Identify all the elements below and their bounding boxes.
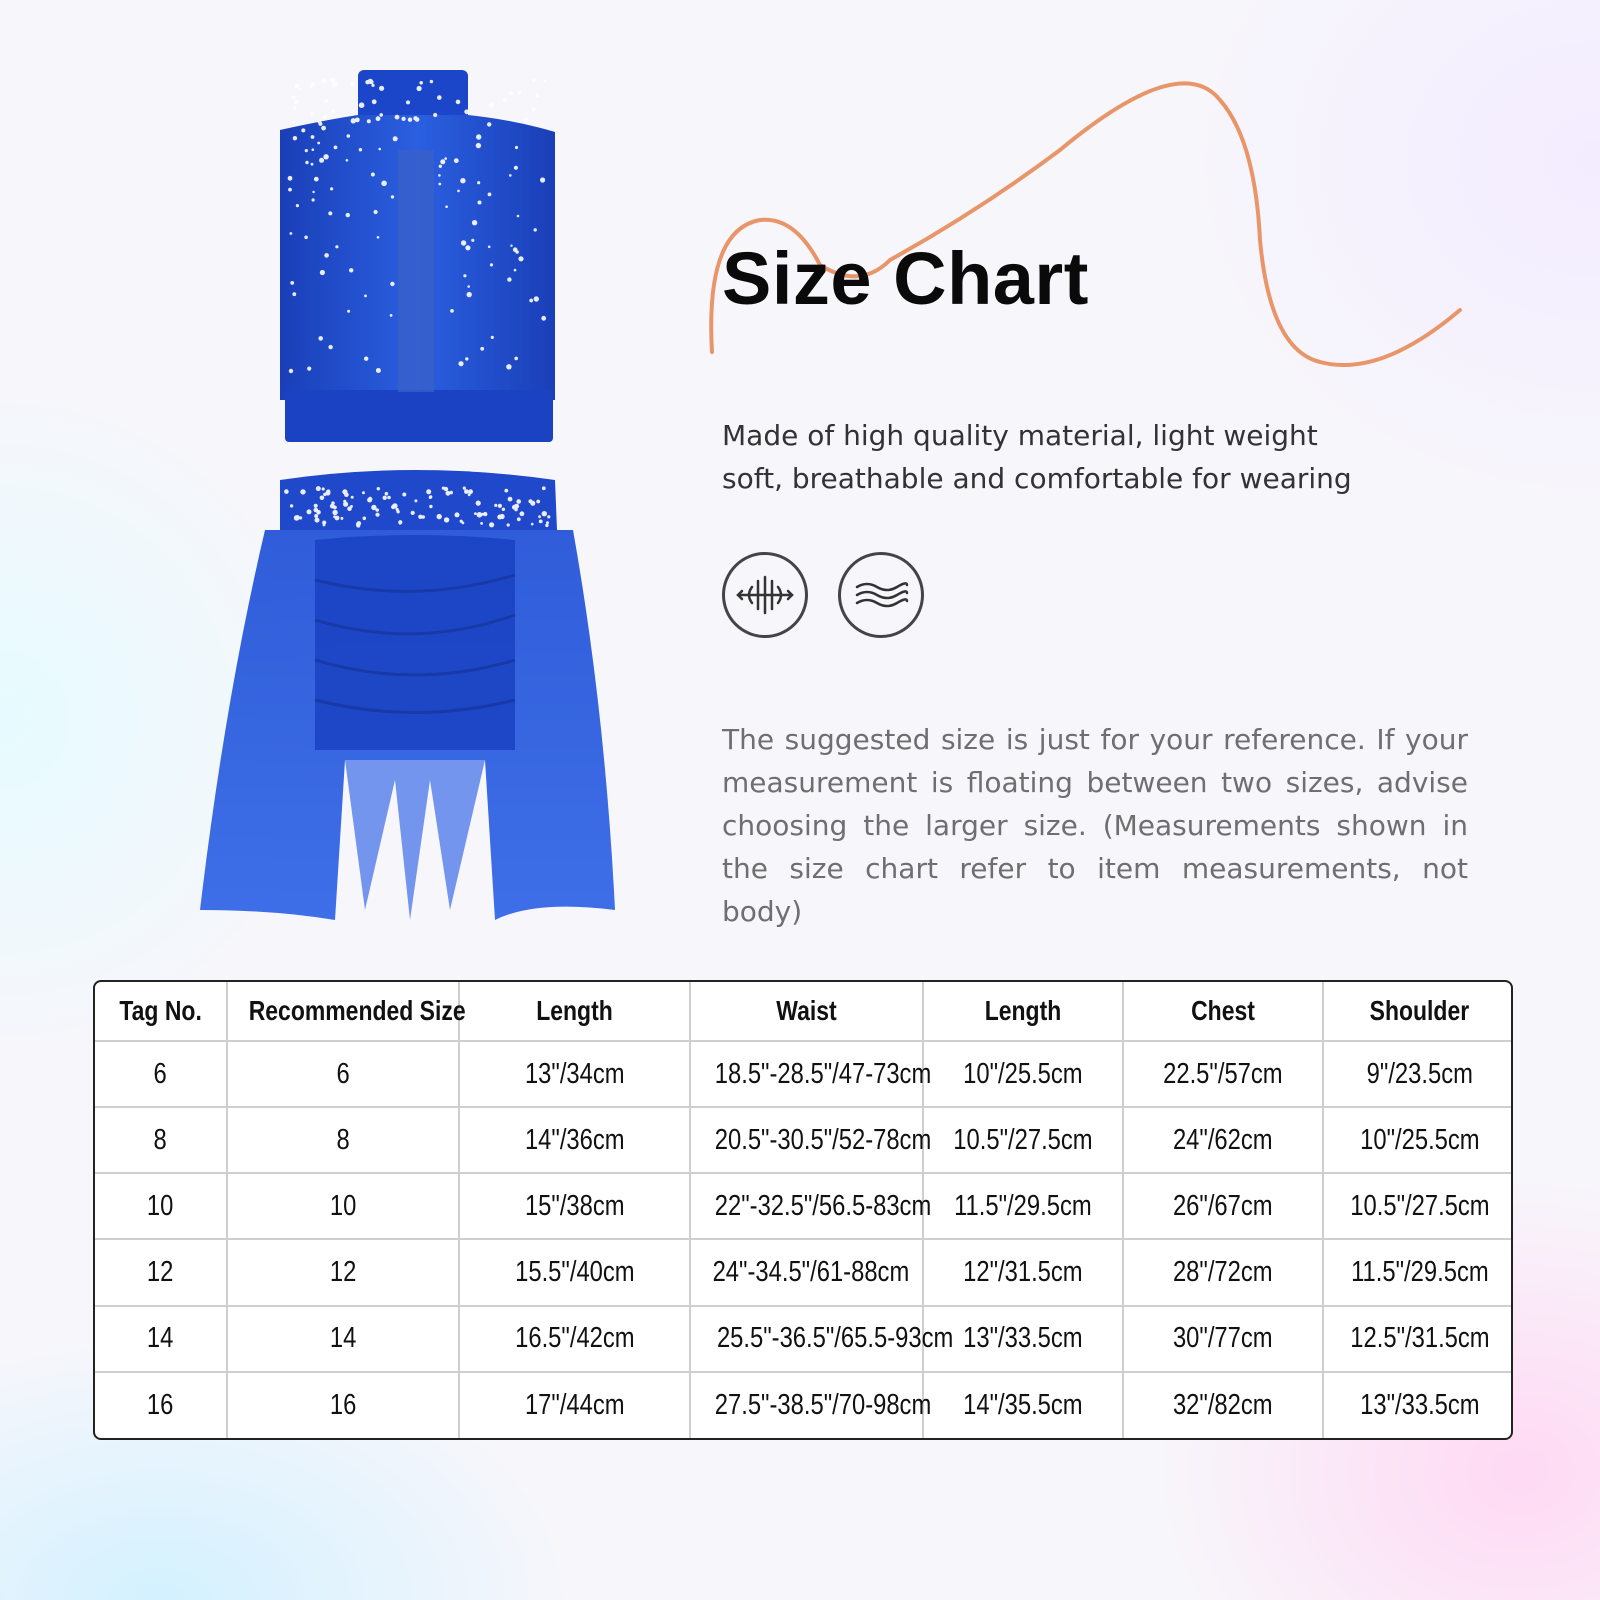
material-description: [722, 414, 1422, 500]
cell-size: 8: [336, 1123, 350, 1156]
cell-size: 10: [329, 1189, 357, 1222]
cell-chest: 30"/77cm: [1173, 1322, 1273, 1355]
size-table: [93, 980, 1513, 1440]
cell-chest: 22.5"/57cm: [1163, 1057, 1283, 1090]
description-line-1: Made of high quality material, light weight: [722, 419, 1318, 452]
cell-tag: 6: [153, 1057, 168, 1090]
page-title: Size Chart: [722, 237, 1089, 320]
cell-length-top: 10"/25.5cm: [963, 1057, 1083, 1090]
header-length: Length: [480, 982, 669, 1041]
table-row: [95, 1306, 1513, 1372]
crop-top: [280, 70, 555, 442]
cell-tag: 12: [147, 1256, 174, 1289]
cell-length: 13"/34cm: [524, 1057, 625, 1090]
header-length-top: Length: [941, 982, 1105, 1041]
header-waist: Waist: [711, 982, 902, 1041]
header-recommended-size: Recommended Size: [248, 982, 438, 1041]
cell-tag: 16: [147, 1388, 174, 1421]
cell-chest: 26"/67cm: [1173, 1189, 1273, 1222]
cell-shoulder: 9"/23.5cm: [1366, 1057, 1473, 1090]
product-image: [195, 60, 635, 940]
cell-tag: 10: [147, 1189, 174, 1222]
cell-tag: 8: [153, 1123, 168, 1156]
table-header-row: [95, 982, 1513, 1041]
table-row: [95, 1107, 1513, 1173]
cell-size: 16: [329, 1388, 357, 1421]
cell-length-top: 11.5"/29.5cm: [954, 1189, 1092, 1222]
decorative-curve: [700, 60, 1520, 390]
cell-chest: 24"/62cm: [1173, 1123, 1273, 1156]
size-note: The suggested size is just for your reference. If your measurement is floating between two sizes, advise choosing the larger size. (Measurements shown in the size chart refer to item measurements, not body): [722, 723, 1468, 928]
cell-waist: 18.5"-28.5"/47-73cm: [714, 1057, 932, 1090]
cell-waist: 22"-32.5"/56.5-83cm: [714, 1189, 932, 1222]
cell-waist: 25.5"-36.5"/65.5-93cm: [716, 1322, 954, 1355]
cell-shoulder: 12.5"/31.5cm: [1349, 1322, 1490, 1355]
cell-length: 14"/36cm: [524, 1123, 625, 1156]
soft-fabric-icon: [838, 552, 924, 638]
description-line-2: soft, breathable and comfortable for wearing: [722, 462, 1352, 495]
cell-waist: 27.5"-38.5"/70-98cm: [714, 1388, 932, 1421]
table-row: [95, 1173, 1513, 1239]
cell-length-top: 10.5"/27.5cm: [953, 1123, 1093, 1156]
header-chest: Chest: [1141, 982, 1305, 1041]
cell-length: 15"/38cm: [524, 1189, 625, 1222]
cell-shoulder: 13"/33.5cm: [1359, 1388, 1480, 1421]
cell-shoulder: 11.5"/29.5cm: [1350, 1256, 1489, 1289]
cell-length: 16.5"/42cm: [514, 1322, 635, 1355]
cell-shoulder: 10.5"/27.5cm: [1349, 1189, 1490, 1222]
feature-icons: [722, 552, 924, 638]
cell-length-top: 14"/35.5cm: [963, 1388, 1083, 1421]
cell-size: 14: [329, 1322, 357, 1355]
cell-shoulder: 10"/25.5cm: [1359, 1123, 1480, 1156]
cell-chest: 32"/82cm: [1173, 1388, 1273, 1421]
cell-size: 6: [336, 1057, 350, 1090]
cell-waist: 20.5"-30.5"/52-78cm: [714, 1123, 932, 1156]
cell-length: 17"/44cm: [524, 1388, 625, 1421]
table-row: [95, 1239, 1513, 1305]
header-tag-no: Tag No.: [107, 982, 215, 1041]
cell-length-top: 12"/31.5cm: [963, 1256, 1083, 1289]
cell-length-top: 13"/33.5cm: [963, 1322, 1083, 1355]
stretch-icon: [722, 552, 808, 638]
cell-size: 12: [329, 1256, 357, 1289]
cell-chest: 28"/72cm: [1173, 1256, 1273, 1289]
table-row: [95, 1041, 1513, 1107]
table-row: [95, 1372, 1513, 1438]
header-shoulder: Shoulder: [1340, 982, 1497, 1041]
cell-length: 15.5"/40cm: [514, 1256, 635, 1289]
cell-tag: 14: [147, 1322, 174, 1355]
cell-waist: 24"-34.5"/61-88cm: [712, 1256, 910, 1289]
skirt: [200, 470, 615, 920]
